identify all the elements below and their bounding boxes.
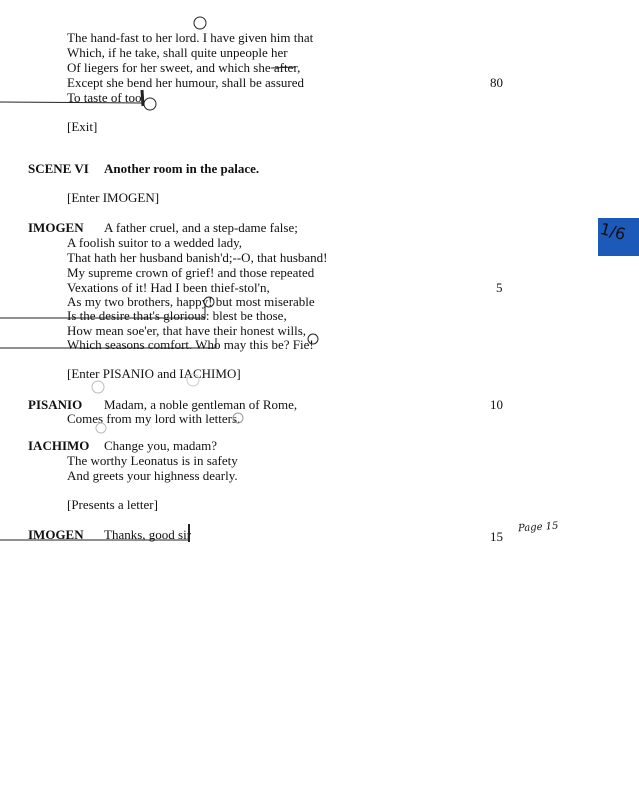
verse-line: My supreme crown of grief! and those repeated: [67, 265, 315, 280]
speaker-name: IACHIMO: [28, 438, 90, 453]
line-number: 5: [496, 280, 503, 295]
line-number: 80: [490, 75, 503, 90]
verse-line: Thanks, good sir: [104, 527, 192, 542]
verse-line: And greets your highness dearly.: [67, 468, 238, 483]
verse-line: The worthy Leonatus is in safety: [67, 453, 238, 468]
line-number: 15: [490, 529, 503, 544]
speaker-name: PISANIO: [28, 397, 83, 412]
verse-line: Which, if he take, shall quite unpeople her: [67, 45, 288, 60]
verse-line: That hath her husband banish'd;--O, that husband!: [67, 250, 328, 265]
stage-direction: [Enter IMOGEN]: [67, 190, 160, 205]
verse-line: How mean soe'er, that have their honest wills,: [67, 323, 307, 338]
cue-circle: [144, 98, 156, 110]
verse-line: Madam, a noble gentleman of Rome,: [104, 397, 298, 412]
line-number: 10: [490, 397, 503, 412]
verse-line: A foolish suitor to a wedded lady,: [67, 235, 242, 250]
scene-label: SCENE VI: [28, 161, 89, 176]
verse-line: Except she bend her humour, shall be assured: [67, 75, 305, 90]
verse-line: Vexations of it! Had I been thief-stol'n,: [67, 280, 270, 295]
cue-circle: [92, 381, 104, 393]
verse-line: Is the desire that's glorious: blest be those,: [67, 308, 287, 323]
cue-circle: [194, 17, 206, 29]
cut-mark: [142, 90, 143, 106]
verse-line: The hand-fast to her lord. I have given him that: [67, 30, 314, 45]
verse-line: Comes from my lord with letters.: [67, 411, 241, 426]
speaker-name: IMOGEN: [28, 527, 84, 542]
stage-direction: [Presents a letter]: [67, 497, 158, 512]
verse-line: To taste of too: [67, 90, 142, 105]
tab-marker-label: 1/6: [597, 218, 628, 245]
handwritten-page-note: Page 15: [517, 520, 559, 535]
stage-direction: [Exit]: [67, 119, 98, 134]
verse-line: As my two brothers, happy! but most miserable: [67, 294, 315, 309]
stage-direction: [Enter PISANIO and IACHIMO]: [67, 366, 241, 381]
verse-line: A father cruel, and a step-dame false;: [104, 220, 298, 235]
scene-setting: Another room in the palace.: [104, 161, 260, 176]
verse-line: Which seasons comfort. Who may this be? Fie!: [67, 337, 314, 352]
verse-line: Change you, madam?: [104, 438, 217, 453]
speaker-name: IMOGEN: [28, 220, 84, 235]
verse-line: Of liegers for her sweet, and which she after,: [67, 60, 301, 75]
